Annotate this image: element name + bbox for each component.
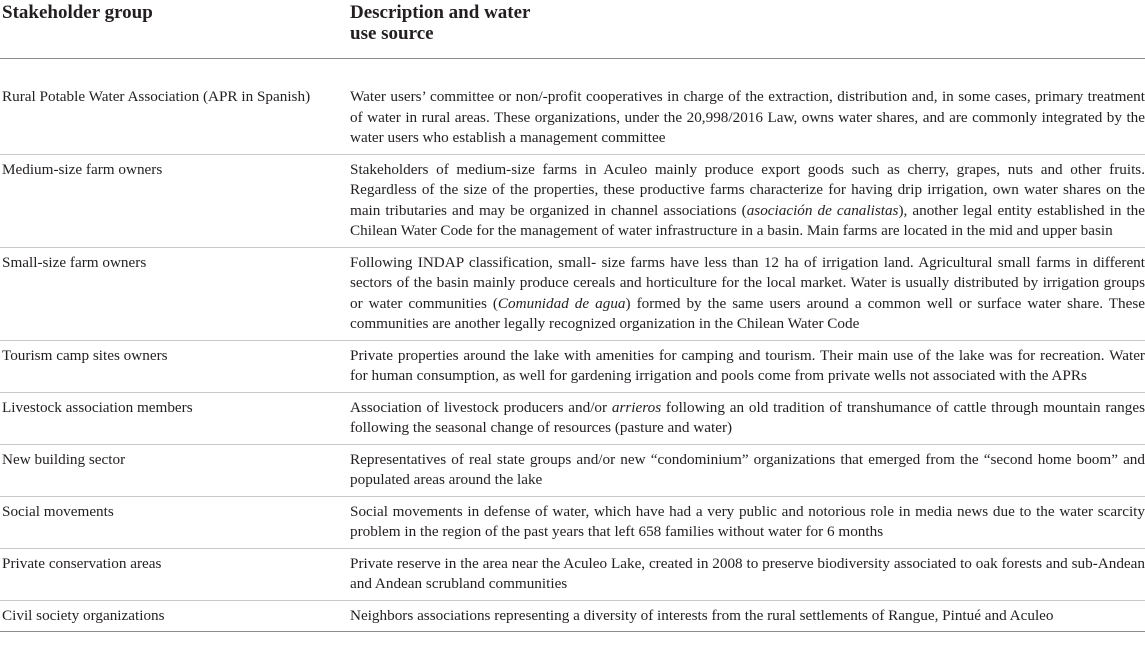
stakeholder-name: Medium-size farm owners: [0, 154, 348, 247]
stakeholder-name: Rural Potable Water Association (APR in Spanish): [0, 59, 348, 155]
italic-term: Comunidad de agua: [497, 294, 626, 312]
table-row: [0, 59, 1145, 155]
stakeholder-name: New building sector: [0, 444, 348, 496]
stakeholder-description: Representatives of real state groups and/or new “condominium” organizations that emerged from the “second home boom” and populated areas around the lake: [348, 444, 1145, 496]
table-row: [0, 340, 1145, 392]
table-row: [0, 154, 1145, 247]
stakeholder-name: Tourism camp sites owners: [0, 340, 348, 392]
stakeholder-description: Private properties around the lake with amenities for camping and tourism. Their main use of the lake was for recreation. Water for human consumption, as well for gardening irrigation and pools come from private wells not associated with the APRs: [348, 340, 1145, 392]
italic-term: asociación de canalistas: [746, 201, 899, 219]
stakeholder-name: Livestock association members: [0, 392, 348, 444]
table-header-row: [0, 0, 1145, 59]
table-row: [0, 496, 1145, 548]
header-description-line2: use source: [350, 23, 434, 44]
italic-term: arrieros: [611, 398, 662, 416]
header-stakeholder-group: Stakeholder group: [0, 0, 348, 59]
table-row: [0, 548, 1145, 600]
stakeholder-name: Small-size farm owners: [0, 247, 348, 340]
stakeholder-description: Social movements in defense of water, which have had a very public and notorious role in media news due to the water scarcity problem in the region of the past years that left 658 families without water for 6 months: [348, 496, 1145, 548]
stakeholder-name: Social movements: [0, 496, 348, 548]
table-row: [0, 392, 1145, 444]
stakeholder-description: Stakeholders of medium-size farms in Aculeo mainly produce export goods such as cherry, grapes, nuts and other fruits. Regardless of the size of the properties, these productive farms characterize for having drip irrigation, own water shares on the main tributaries and may be organized in channel associations (asociación de canalistas), another legal entity established in the Chilean Water Code for the management of water infrastructure in a basin. Main farms are located in the mid and upper basin: [348, 154, 1145, 247]
table-row: [0, 600, 1145, 632]
table-row: [0, 247, 1145, 340]
table-row: [0, 444, 1145, 496]
stakeholder-description: Following INDAP classification, small- size farms have less than 12 ha of irrigation land. Agricultural small farms in different sectors of the basin mainly produce cereals and horticulture for the local market. Water is usually distributed by irrigation groups or water communities (Comunidad de agua) formed by the same users around a common well or surface water share. These communities are another legally recognized organization in the Chilean Water Code: [348, 247, 1145, 340]
stakeholder-description: Private reserve in the area near the Aculeo Lake, created in 2008 to preserve biodiversity associated to oak forests and sub-Andean and Andean scrubland communities: [348, 548, 1145, 600]
stakeholder-description: Water users’ committee or non/-profit cooperatives in charge of the extraction, distribution and, in some cases, primary treatment of water in rural areas. These organizations, under the 20,998/2016 Law, owns water shares, and are commonly integrated by the water users who establish a management committee: [348, 59, 1145, 155]
stakeholder-description: Neighbors associations representing a diversity of interests from the rural settlements of Rangue, Pintué and Aculeo: [348, 600, 1145, 632]
header-description: [348, 0, 1145, 59]
stakeholder-description: Association of livestock producers and/or arrieros following an old tradition of transhumance of cattle through mountain ranges following the seasonal change of resources (pasture and water): [348, 392, 1145, 444]
header-description-line1: Description and water: [350, 2, 531, 23]
stakeholder-name: Civil society organizations: [0, 600, 348, 632]
stakeholder-name: Private conservation areas: [0, 548, 348, 600]
